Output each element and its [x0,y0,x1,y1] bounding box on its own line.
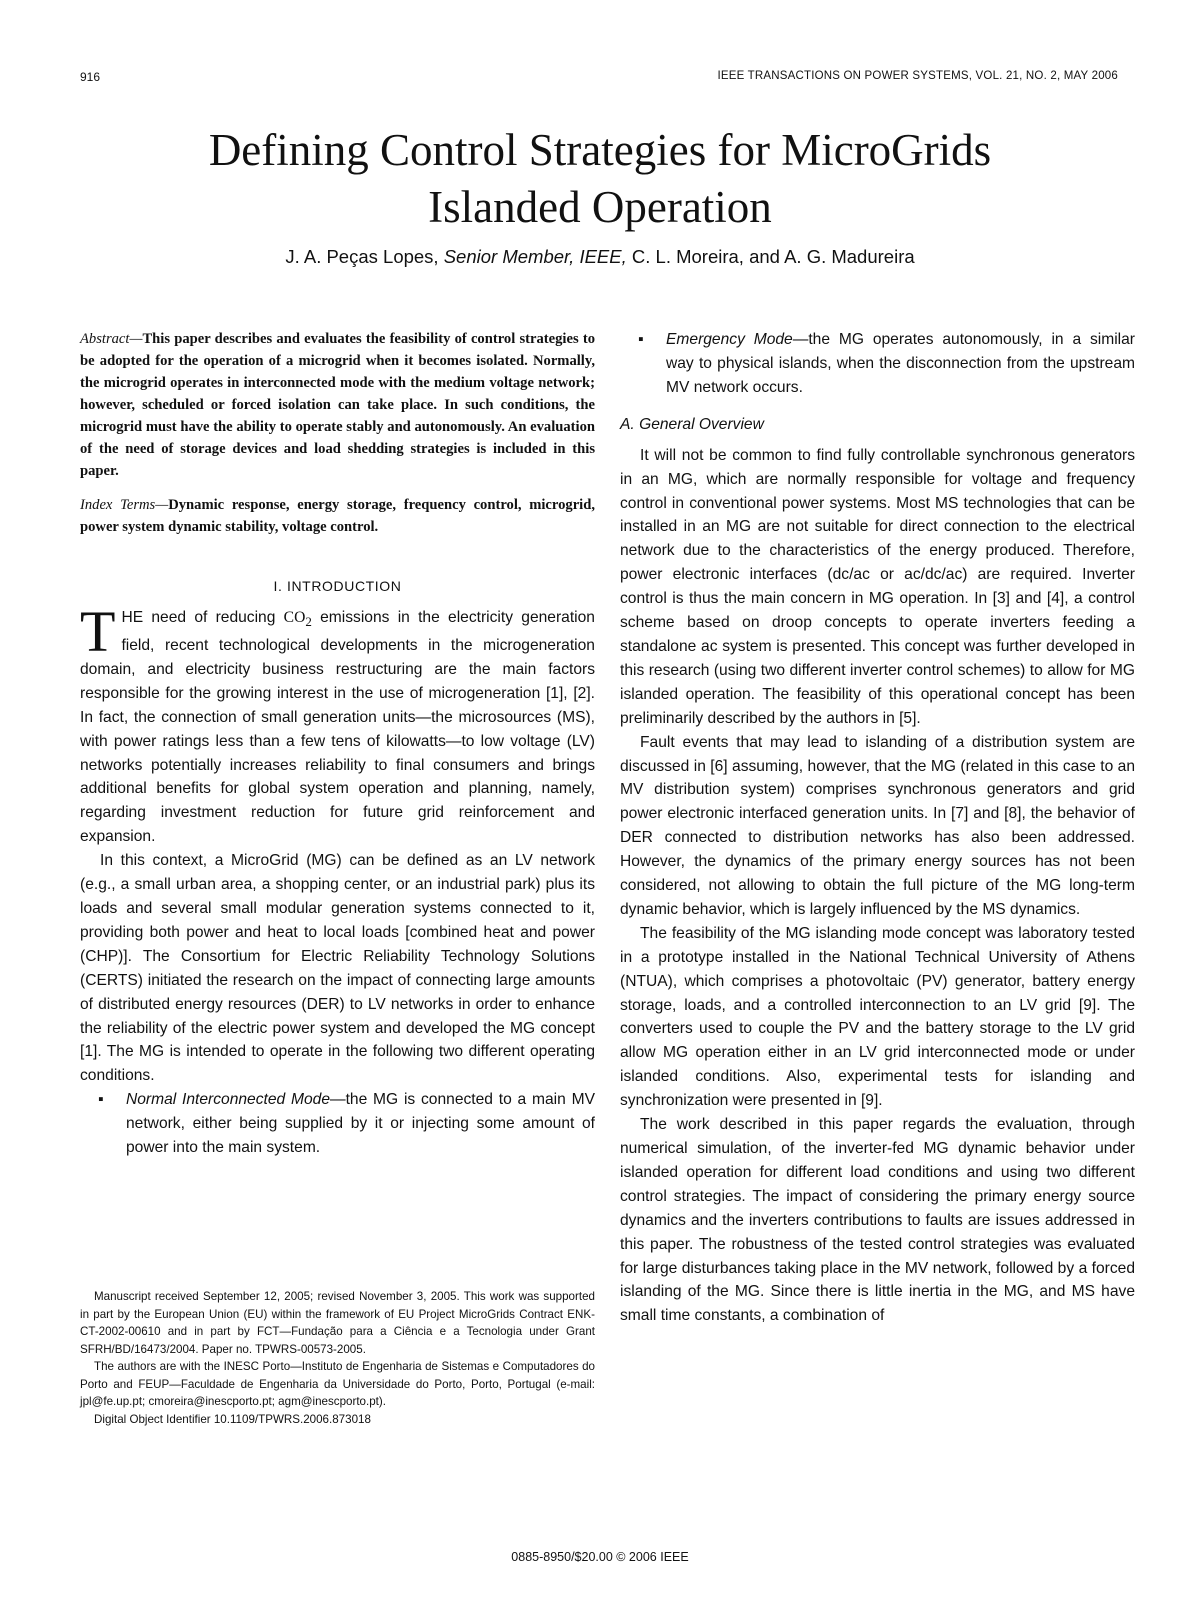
co2-subscript: 2 [305,614,312,630]
footnote-manuscript: Manuscript received September 12, 2005; revised November 3, 2005. This work was supported in part by the European Union (EU) within the framework of EU Project MicroGrids Contract ENK-CT-2002-00610 and in part by FCT—Fundação para a Ciência e a Tecnologia under Grant SFRH/BD/16473/2004. Paper no. TPWRS-00573-2005. [80,1290,595,1356]
intro-p1-rest: emissions in the electricity generation field, recent technological developments in the microgeneration domain, and electricity business restructuring are the main factors responsible for the growing interest in the use of microgeneration [1], [2]. In fact, the connection of small generation units—the microsources (MS), with power ratings less than a few tens of kilowatts—to low voltage (LV) networks potentially increases reliability to final consumers and brings additional benefits for global system operation and planning, namely, regarding investment reduction for future grid reinforcement and expansion. [80,609,595,846]
bullet-icon: ▪ [638,331,644,348]
subsection-heading-general-overview: A. General Overview [620,415,764,433]
author-others: C. L. Moreira, and A. G. Madureira [631,246,915,267]
overview-paragraph-2: Fault events that may lead to islanding of a distribution system are discussed in [6] assuming, however, that the MG (related in this case to an MV distribution system) comprises synchronous generators and grid power electronic interfaced generation units. In [7] and [8], the behavior of DER connected to distribution networks has also been addressed. However, the dynamics of the primary energy sources has not been considered, not allowing to obtain the full picture of the MG long-term dynamic behavior, which is largely influenced by the MS dynamics. [620,733,1135,918]
bullet-1-label: Normal Interconnected Mode [126,1091,330,1109]
copyright-footer: 0885-8950/$20.00 © 2006 IEEE [511,1550,689,1564]
drop-cap: T [80,599,116,664]
section-heading-introduction: I. INTRODUCTION [273,578,402,594]
intro-paragraph-1 [80,599,595,849]
footnote-doi: Digital Object Identifier 10.1109/TPWRS.2006.873018 [94,1412,371,1426]
author-list [100,246,1100,268]
index-terms [80,494,595,538]
bullet-2-label: Emergency Mode [666,331,793,348]
co2-formula [283,609,312,630]
author-primary: J. A. Peças Lopes, [285,246,439,267]
co2-text: CO [283,609,306,626]
abstract [80,328,595,482]
index-terms-label: Index Terms— [80,497,169,513]
list-item [80,1088,595,1160]
intro-p1-start: HE need of reducing [121,609,284,626]
right-column [620,328,1135,1328]
intro-paragraph-2: In this context, a MicroGrid (MG) can be defined as an LV network (e.g., a small urban area, a shopping center, or an industrial park) plus its loads and several small modular generation systems connected to it, providing both power and heat to local loads [combined heat and power (CHP)]. The Consortium for Electric Reliability Technology Solutions (CERTS) initiated the research on the impact of connecting large amounts of distributed energy resources (DER) to LV networks in order to enhance the reliability of the electric power system and developed the MG concept [1]. The MG is intended to operate in the following two different operating conditions. [80,852,595,1085]
overview-paragraph-3: The feasibility of the MG islanding mode concept was laboratory tested in a prototype installed in the National Technical University of Athens (NTUA), which comprises a photovoltaic (PV) generator, battery energy storage, loads, and a controlled interconnection to an LV grid [9]. The converters used to couple the PV and the battery storage to the LV grid allow MG operation either in an LV grid interconnected mode or under islanded conditions. Also, experimental tests for islanding and synchronization were presented in [9]. [620,924,1135,1110]
bullet-2-text: —the MG operates autonomously, in a similar way to physical islands, when the disconnection from the upstream MV network occurs. [666,331,1136,396]
overview-paragraph-4: The work described in this paper regards the evaluation, through numerical simulation, of the inverter-fed MG dynamic behavior under islanded operation for different load conditions and using two different control strategies. The impact of considering the primary energy source dynamics and the inverters contributions to faults are issues addressed in this paper. The robustness of the tested control strategies was evaluated for large disturbances taking place in the MV network, followed by a forced islanding of the MG. Since there is little inertia in the MG, and MS have small time constants, a combination of [620,1116,1135,1325]
mode-list-right [620,328,1135,400]
author-primary-role: Senior Member, IEEE, [443,246,627,267]
title-line-2: Islanded Operation [428,182,772,232]
abstract-label: Abstract— [80,331,143,347]
title-line-1: Defining Control Strategies for MicroGrids [208,125,992,175]
left-column [80,328,595,1160]
mode-list-left [80,1088,595,1160]
page-number: 916 [80,70,101,84]
list-item [620,328,1135,400]
footnotes [80,1288,595,1428]
bullet-1-text: —the MG is connected to a main MV network, either being supplied by it or injecting some amount of power into the main system. [126,1091,595,1157]
index-terms-text: Dynamic response, energy storage, frequency control, microgrid, power system dynamic stability, voltage control. [80,497,595,535]
abstract-text: This paper describes and evaluates the feasibility of control strategies to be adopted for the operation of a microgrid when it becomes isolated. Normally, the microgrid operates in interconnected mode with the medium voltage network; however, scheduled or forced isolation can take place. In such conditions, the microgrid must have the ability to operate stably and autonomously. An evaluation of the need of storage devices and load shedding strategies is included in this paper. [80,331,595,479]
paper-title [100,122,1100,236]
bullet-icon: ▪ [98,1091,104,1109]
running-header: IEEE TRANSACTIONS ON POWER SYSTEMS, VOL. 21, NO. 2, MAY 2006 [717,70,1118,82]
overview-paragraph-1: It will not be common to find fully controllable synchronous generators in an MG, which are normally responsible for voltage and frequency control in conventional power systems. Most MS technologies that can be installed in an MG are not suitable for direct connection to the electrical network due to the characteristics of the energy produced. Therefore, power electronic interfaces (dc/ac or ac/dc/ac) are required. Inverter control is thus the main concern in MG operation. In [3] and [4], a control scheme based on droop concepts to operate inverters feeding a standalone ac system is presented. This concept was further developed in this research (using two different inverter control schemes) to allow for MG islanded operation. The feasibility of this operational concept has been preliminarily described by the authors in [5]. [620,446,1135,727]
footnote-affiliation: The authors are with the INESC Porto—Instituto de Engenharia de Sistemas e Computadores do Porto and FEUP—Faculdade de Engenharia da Universidade do Porto, Porto, Portugal (e-mail: jpl@fe.up.pt; cmoreira@inescporto.pt; agm@inescporto.pt). [80,1360,595,1408]
